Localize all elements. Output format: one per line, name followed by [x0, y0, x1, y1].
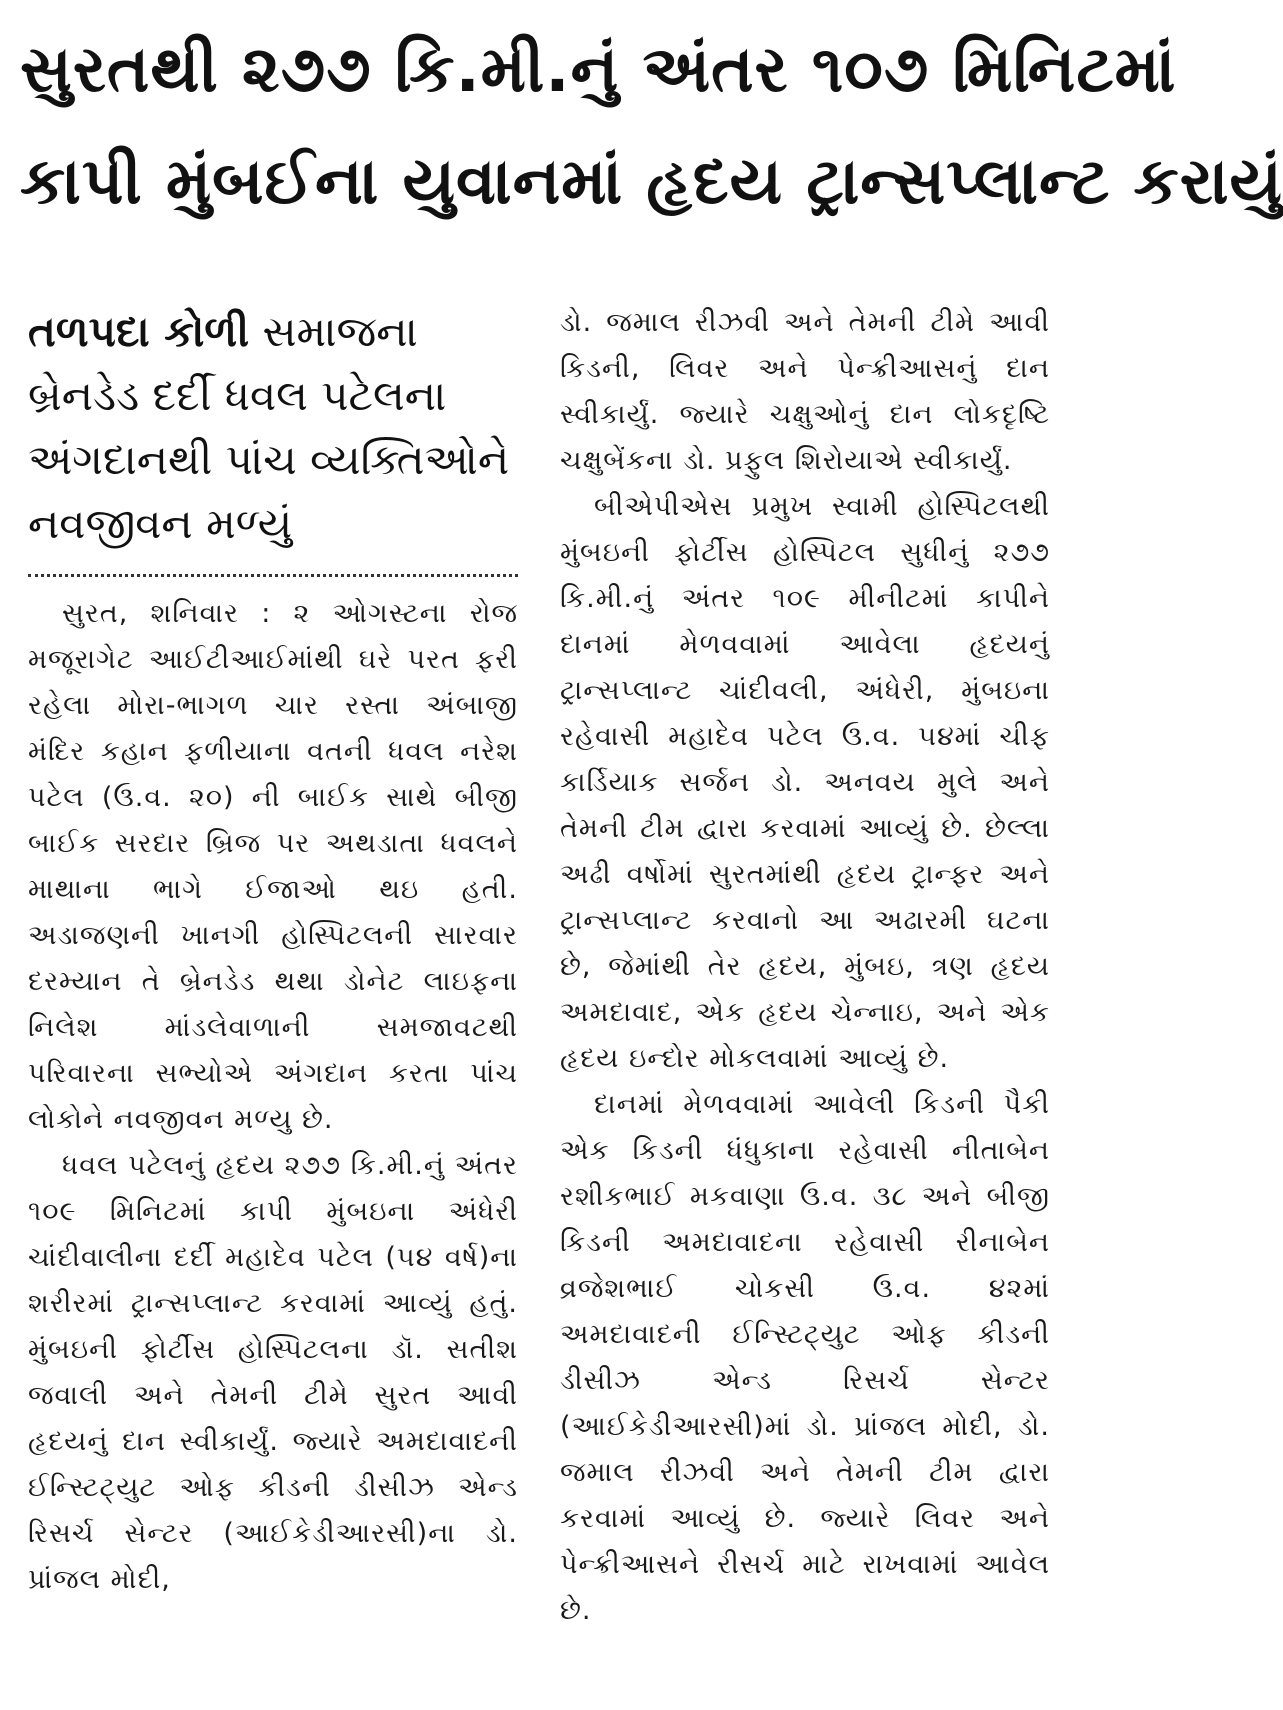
article-paragraph: ડો. જમાલ રીઝવી અને તેમની ટીમે આવી કિડની, લિવર અને પેન્ક્રીઆસનું દાન સ્વીકાર્યું. જ્યારે ચક્ષુઓનું દાન લોકદૃષ્ટિ ચક્ષુબેંકના ડો. પ્રફુલ શિરોયાએ સ્વીકાર્યું. [560, 307, 1050, 476]
article-paragraph: દાનમાં મેળવવામાં આવેલી કિડની પૈકી એક કિડની ધંધુકાના રહેવાસી નીતાબેન રશીકભાઈ મકવાણા ઉ.વ. ૩૮ અને બીજી કિડની અમદાવાદના રહેવાસી રીનાબેન વ્રજેશભાઈ ચોકસી ઉ.વ. ૪૨માં અમદાવાદની ઈન્સ્ટિટ્યુટ ઓફ કીડની ડીસીઝ એન્ડ રિસર્ચ સેન્ટર (આઈકેડીઆરસી)માં ડો. પ્રાંજલ મોદી, ડો. જમાલ રીઝવી અને તેમની ટીમ દ્વારા કરવામાં આવ્યું છે. જ્યારે લિવર અને પેન્ક્રીઆસને રીસર્ચ માટે રાખવામાં આવેલ છે. [560, 1089, 1050, 1626]
dotted-divider [28, 574, 518, 577]
headline-line-1: સુરતથી ૨૭૭ કિ.મી.નું અંતર ૧૦૭ મિનિટમાં [20, 33, 1177, 107]
article-paragraph: ધવલ પટેલનું હૃદય ૨૭૭ કિ.મી.નું અંતર ૧૦૯ મિનિટમાં કાપી મુંબઇના અંધેરી ચાંદીવાલીના દર્દી મહાદેવ પટેલ (૫૪ વર્ષ)ના શરીરમાં ટ્રાન્સપ્લાન્ટ કરવામાં આવ્યું હતું. મુંબઇની ફોર્ટીસ હોસ્પિટલના ડૉ. સતીશ જવાલી અને તેમની ટીમે સુરત આવી હૃદયનું દાન સ્વીકાર્યું. જ્યારે અમદાવાદની ઈન્સ્ટિટ્યુટ ઓફ કીડની ડીસીઝ એન્ડ રિસર્ચ સેન્ટર (આઈકેડીઆરસી)ના ડો. પ્રાંજલ મોદી, [28, 1150, 518, 1595]
right-column [560, 300, 1050, 1634]
subheadline-rest: સમાજના બ્રેનડેડ દર્દી ધવલ પટેલના અંગદાનથી પાંચ વ્યક્તિઓને નવજીવન મળ્યું [28, 307, 510, 548]
article-paragraph: બીએપીએસ પ્રમુખ સ્વામી હોસ્પિટલથી મુંબઇની ફોર્ટીસ હોસ્પિટલ સુધીનું ૨૭૭ કિ.મી.નું અંતર ૧૦૯ મીનીટમાં કાપીને દાનમાં મેળવવામાં આવેલા હૃદયનું ટ્રાન્સપ્લાન્ટ ચાંદીવલી, અંધેરી, મુંબઇના રહેવાસી મહાદેવ પટેલ ઉ.વ. ૫૪માં ચીફ કાર્ડિયાક સર્જન ડો. અનવય મુલે અને તેમની ટીમ દ્વારા કરવામાં આવ્યું છે. છેલ્લા અઢી વર્ષોમાં સુરતમાંથી હૃદય ટ્રાન્ફર અને ટ્રાન્સપ્લાન્ટ કરવાનો આ અઢારમી ઘટના છે, જેમાંથી તેર હૃદય, મુંબઇ, ત્રણ હૃદય અમદાવાદ, એક હૃદય ચેન્નાઇ, અને એક હૃદય ઇન્દોર મોકલવામાં આવ્યું છે. [560, 491, 1050, 1074]
subheadline [28, 300, 518, 556]
article-paragraph: સુરત, શનિવાર : ૨ ઓગસ્ટના રોજ મજૂરાગેટ આઈટીઆઈમાંથી ઘરે પરત ફરી રહેલા મોરા-ભાગળ ચાર રસ્તા અંબાજી મંદિર કહાન ફળીયાના વતની ધવલ નરેશ પટેલ (ઉ.વ. ૨૦) ની બાઈક સાથે બીજી બાઈક સરદાર બ્રિજ પર અથડાતા ધવલને માથાના ભાગે ઈજાઓ થઇ હતી. અડાજણની ખાનગી હોસ્પિટલની સારવાર દરમ્યાન તે બ્રેનડેડ થથા ડોનેટ લાઇફના નિલેશ માંડલેવાળાની સમજાવટથી પરિવારના સભ્યોએ અંગદાન કરતા પાંચ લોકોને નવજીવન મળ્યુ છે. [28, 598, 518, 1135]
headline [20, 14, 1283, 238]
left-column [28, 300, 518, 1603]
headline-line-2: કાપી મુંબઈના યુવાનમાં હૃદય ટ્રાન્સપ્લાન્ટ કરાયું [20, 145, 1283, 219]
subheadline-bold: તળપદા કોળી [28, 307, 250, 356]
